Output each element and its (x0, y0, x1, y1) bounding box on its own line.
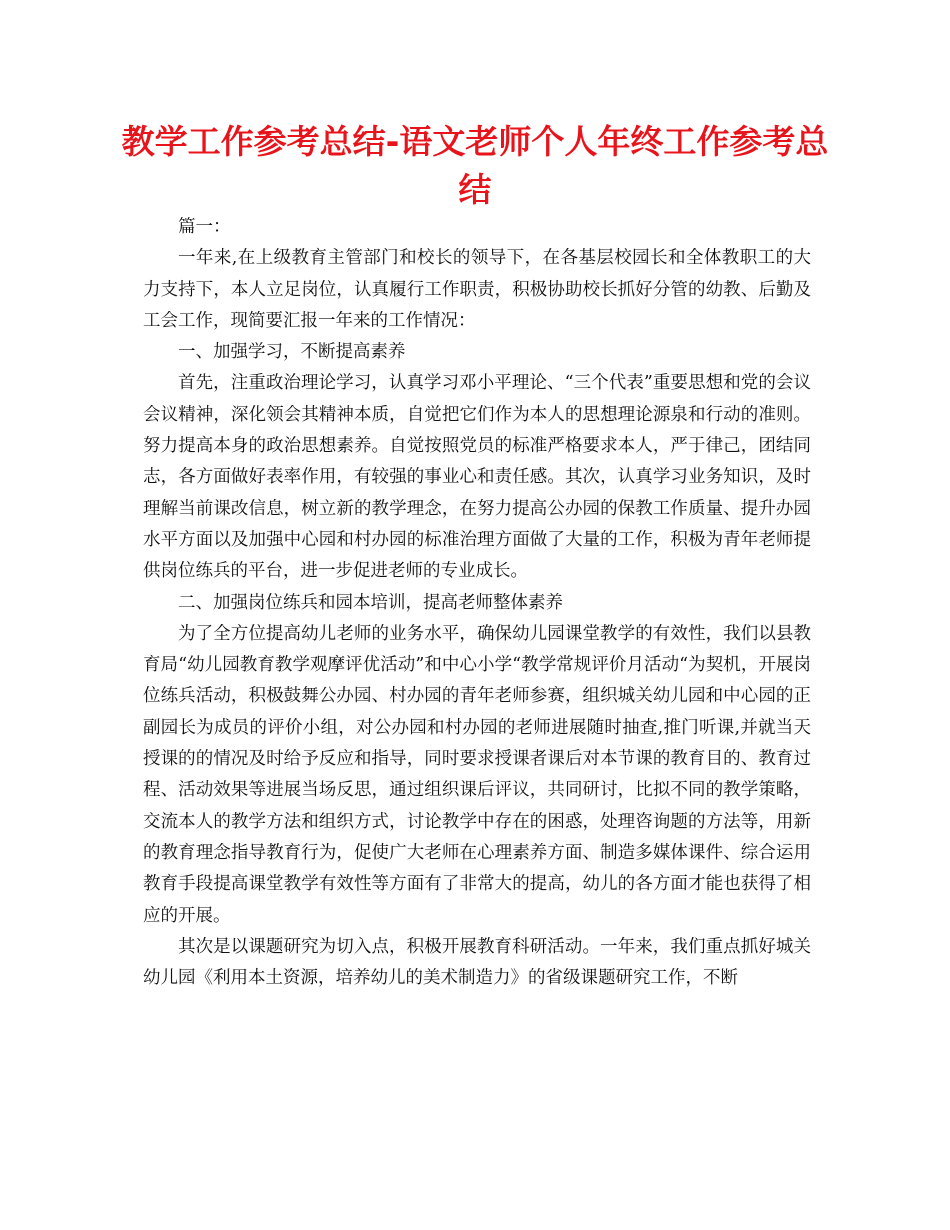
document-title: 教学工作参考总结-语文老师个人年终工作参考总结 (121, 122, 829, 209)
paragraph-training: 为了全方位提高幼儿老师的业务水平，确保幼儿园课堂教学的有效性，我们以县教育局“幼儿园教育教学观摩评优活动”和中心小学“教学常规评价月活动“为契机，开展岗位练兵活动，积极鼓舞公办园、村办园的青年老师参赛，组织城关幼儿园和中心园的正副园长为成员的评价小组，对公办园和村办园的老师进展随时抽查,推门听课,并就当天授课的的情况及时给予反应和指导，同时要求授课者课后对本节课的教育目的、教育过程、活动效果等进展当场反思，通过组织课后评议，共同研讨，比拟不同的教学策略，交流本人的教学方法和组织方式，讨论教学中存在的困惑，处理咨询题的方法等，用新的教育理念指导教育行为，促使广大老师在心理素养方面、制造多媒体课件、综合运用教育手段提高课堂教学有效性等方面有了非常大的提高，幼儿的各方面才能也获得了相应的开展。 (143, 623, 811, 926)
paragraph-study: 首先，注重政治理论学习，认真学习邓小平理论、“三个代表”重要思想和党的会议会议精神，深化领会其精神本质，自觉把它们作为本人的思想理论源泉和行动的准则。努力提高本身的政治思想素养。自觉按照党员的标准严格要求本人，严于律己，团结同志，各方面做好表率作用，有较强的事业心和责任感。其次，认真学习业务知识，及时理解当前课改信息，树立新的教学理念，在努力提高公办园的保教工作质量、提升办园水平方面以及加强中心园和村办园的标准治理方面做了大量的工作，积极为青年老师提供岗位练兵的平台，进一步促进老师的专业成长。 (143, 373, 811, 582)
paragraph-intro: 一年来,在上级教育主管部门和校长的领导下，在各基层校园长和全体教职工的大力支持下，本人立足岗位，认真履行工作职责，积极协助校长抓好分管的幼教、后勤及工会工作，现简要汇报一年来的工作情况： (143, 248, 811, 331)
heading-section-one: 一、加强学习，不断提高素养 (178, 342, 406, 363)
paragraph-section-label: 篇一： (178, 217, 231, 237)
heading-section-two: 二、加强岗位练兵和园本培训，提高老师整体素养 (178, 592, 563, 613)
document-body (143, 212, 811, 994)
paragraph-research: 其次是以课题研究为切入点，积极开展教育科研活动。一年来，我们重点抓好城关幼儿园《利用本土资源，培养幼儿的美术制造力》的省级课题研究工作，不断 (143, 936, 811, 989)
